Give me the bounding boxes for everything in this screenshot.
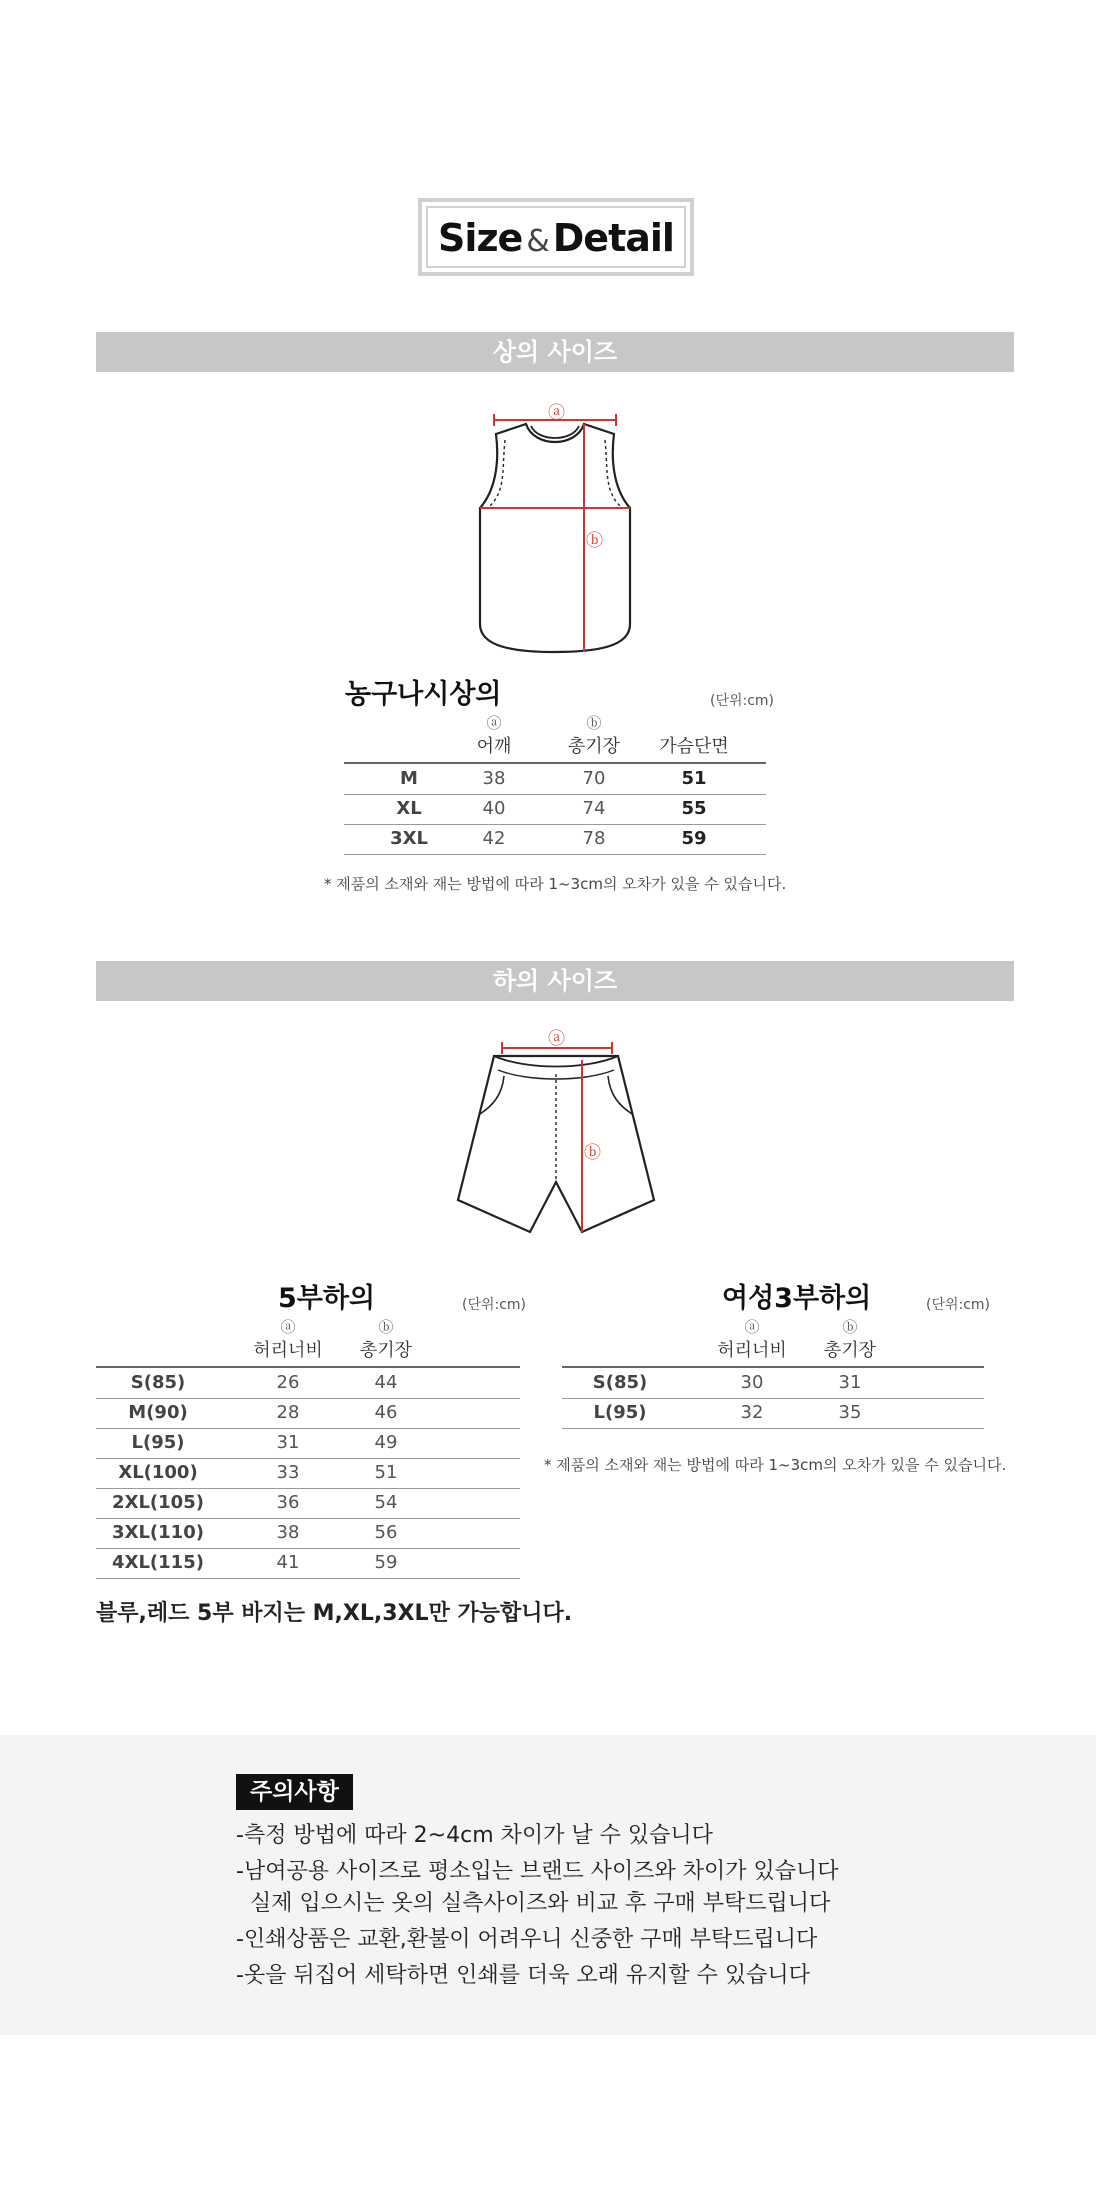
top-col-length (554, 714, 634, 758)
right-col-length-mark: ⓑ (842, 1318, 858, 1336)
size-label: XL (396, 798, 422, 819)
left-table-title: 5부하의 (278, 1283, 376, 1314)
size-label: 3XL(110) (112, 1522, 204, 1543)
right-table-unit: (단위:cm) (926, 1297, 991, 1313)
table-row (344, 824, 766, 855)
top-col-length-mark: ⓑ (586, 714, 602, 732)
table-row (562, 1368, 984, 1399)
waist-value: 26 (276, 1372, 300, 1393)
size-label: S(85) (592, 1372, 648, 1393)
length-value: 54 (374, 1492, 398, 1513)
top-col-shoulder-label: 어깨 (476, 736, 512, 757)
waist-value: 38 (276, 1522, 300, 1543)
size-detail-title-box (418, 198, 694, 276)
size-label: XL(100) (118, 1462, 198, 1483)
shoulder-value: 38 (482, 768, 506, 789)
waist-value: 30 (740, 1372, 764, 1393)
length-value: 59 (374, 1552, 398, 1573)
size-label: M(90) (128, 1402, 188, 1423)
left-col-length (336, 1318, 436, 1362)
size-label: L(95) (593, 1402, 647, 1423)
length-value: 35 (838, 1402, 862, 1423)
top-col-chest (650, 714, 738, 758)
top-col-shoulder (454, 714, 534, 758)
length-value: 44 (374, 1372, 398, 1393)
shorts-illustration (436, 1026, 676, 1236)
left-table-unit: (단위:cm) (462, 1297, 527, 1313)
chest-value: 59 (681, 828, 707, 849)
right-col-length (800, 1318, 900, 1362)
top-col-shoulder-mark: ⓐ (486, 714, 502, 732)
right-table-title: 여성3부하의 (722, 1283, 872, 1314)
table-row (344, 794, 766, 825)
page-title (422, 216, 690, 260)
top-col-chest-label: 가슴단면 (659, 736, 729, 757)
table-row (96, 1368, 520, 1399)
chest-value: 55 (681, 798, 707, 819)
table-row (562, 1398, 984, 1429)
shoulder-value: 42 (482, 828, 506, 849)
size-label: 4XL(115) (112, 1552, 204, 1573)
chest-value: 51 (681, 768, 707, 789)
length-value: 46 (374, 1402, 398, 1423)
caution-line-4: -인쇄상품은 교환,환불이 어려우니 신중한 구매 부탁드립니다 (236, 1927, 818, 1952)
caution-title: 주의사항 (236, 1774, 353, 1810)
left-col-length-mark: ⓑ (378, 1318, 394, 1336)
caution-line-3: 실제 입으시는 옷의 실측사이즈와 비교 후 구매 부탁드립니다 (236, 1891, 831, 1916)
table-row (96, 1488, 520, 1519)
bottom-size-note: * 제품의 소재와 재는 방법에 따라 1~3cm의 오차가 있을 수 있습니다. (544, 1456, 1007, 1474)
bottom-size-banner: 하의 사이즈 (96, 961, 1014, 1001)
length-value: 74 (582, 798, 606, 819)
right-col-waist (702, 1318, 802, 1362)
table-row (96, 1518, 520, 1549)
size-label: 2XL(105) (112, 1492, 204, 1513)
title-amp: & (526, 224, 549, 259)
left-col-length-label: 총기장 (359, 1340, 413, 1361)
caution-section (0, 1735, 1096, 2035)
top-table-title: 농구나시상의 (345, 679, 502, 710)
table-row (96, 1548, 520, 1579)
left-col-waist-mark: ⓐ (280, 1318, 296, 1336)
top-size-banner: 상의 사이즈 (96, 332, 1014, 372)
sleeveless-top-illustration (470, 396, 640, 656)
size-label: S(85) (130, 1372, 186, 1393)
top-table-unit: (단위:cm) (710, 693, 775, 709)
size-label: 3XL (390, 828, 428, 849)
top-col-chest-mark (650, 714, 738, 732)
waist-value: 41 (276, 1552, 300, 1573)
size-label: L(95) (131, 1432, 185, 1453)
title-detail: Detail (552, 216, 674, 260)
shoulder-value: 40 (482, 798, 506, 819)
length-value: 78 (582, 828, 606, 849)
top-marker-a: ⓐ (548, 403, 565, 423)
left-col-waist (238, 1318, 338, 1362)
length-value: 49 (374, 1432, 398, 1453)
bottom-marker-b: ⓑ (584, 1143, 601, 1163)
table-row (96, 1458, 520, 1489)
top-marker-b: ⓑ (586, 531, 603, 551)
right-col-waist-label: 허리너비 (717, 1340, 787, 1361)
table-row (96, 1398, 520, 1429)
right-col-length-label: 총기장 (823, 1340, 877, 1361)
length-value: 56 (374, 1522, 398, 1543)
color-availability-note: 블루,레드 5부 바지는 M,XL,3XL만 가능합니다. (96, 1601, 573, 1626)
table-row (96, 1428, 520, 1459)
bottom-marker-a: ⓐ (548, 1029, 565, 1049)
waist-value: 28 (276, 1402, 300, 1423)
length-value: 51 (374, 1462, 398, 1483)
waist-value: 33 (276, 1462, 300, 1483)
caution-line-1: -측정 방법에 따라 2~4cm 차이가 날 수 있습니다 (236, 1823, 713, 1848)
caution-line-5: -옷을 뒤집어 세탁하면 인쇄를 더욱 오래 유지할 수 있습니다 (236, 1963, 810, 1988)
waist-value: 36 (276, 1492, 300, 1513)
size-label: M (400, 768, 418, 789)
title-size: Size (438, 216, 523, 260)
right-col-waist-mark: ⓐ (744, 1318, 760, 1336)
waist-value: 31 (276, 1432, 300, 1453)
table-row (344, 764, 766, 795)
caution-line-2: -남여공용 사이즈로 평소입는 브랜드 사이즈와 차이가 있습니다 (236, 1859, 839, 1884)
left-col-waist-label: 허리너비 (253, 1340, 323, 1361)
length-value: 70 (582, 768, 606, 789)
waist-value: 32 (740, 1402, 764, 1423)
top-col-length-label: 총기장 (567, 736, 621, 757)
top-size-note: * 제품의 소재와 재는 방법에 따라 1~3cm의 오차가 있을 수 있습니다. (324, 875, 787, 893)
length-value: 31 (838, 1372, 862, 1393)
